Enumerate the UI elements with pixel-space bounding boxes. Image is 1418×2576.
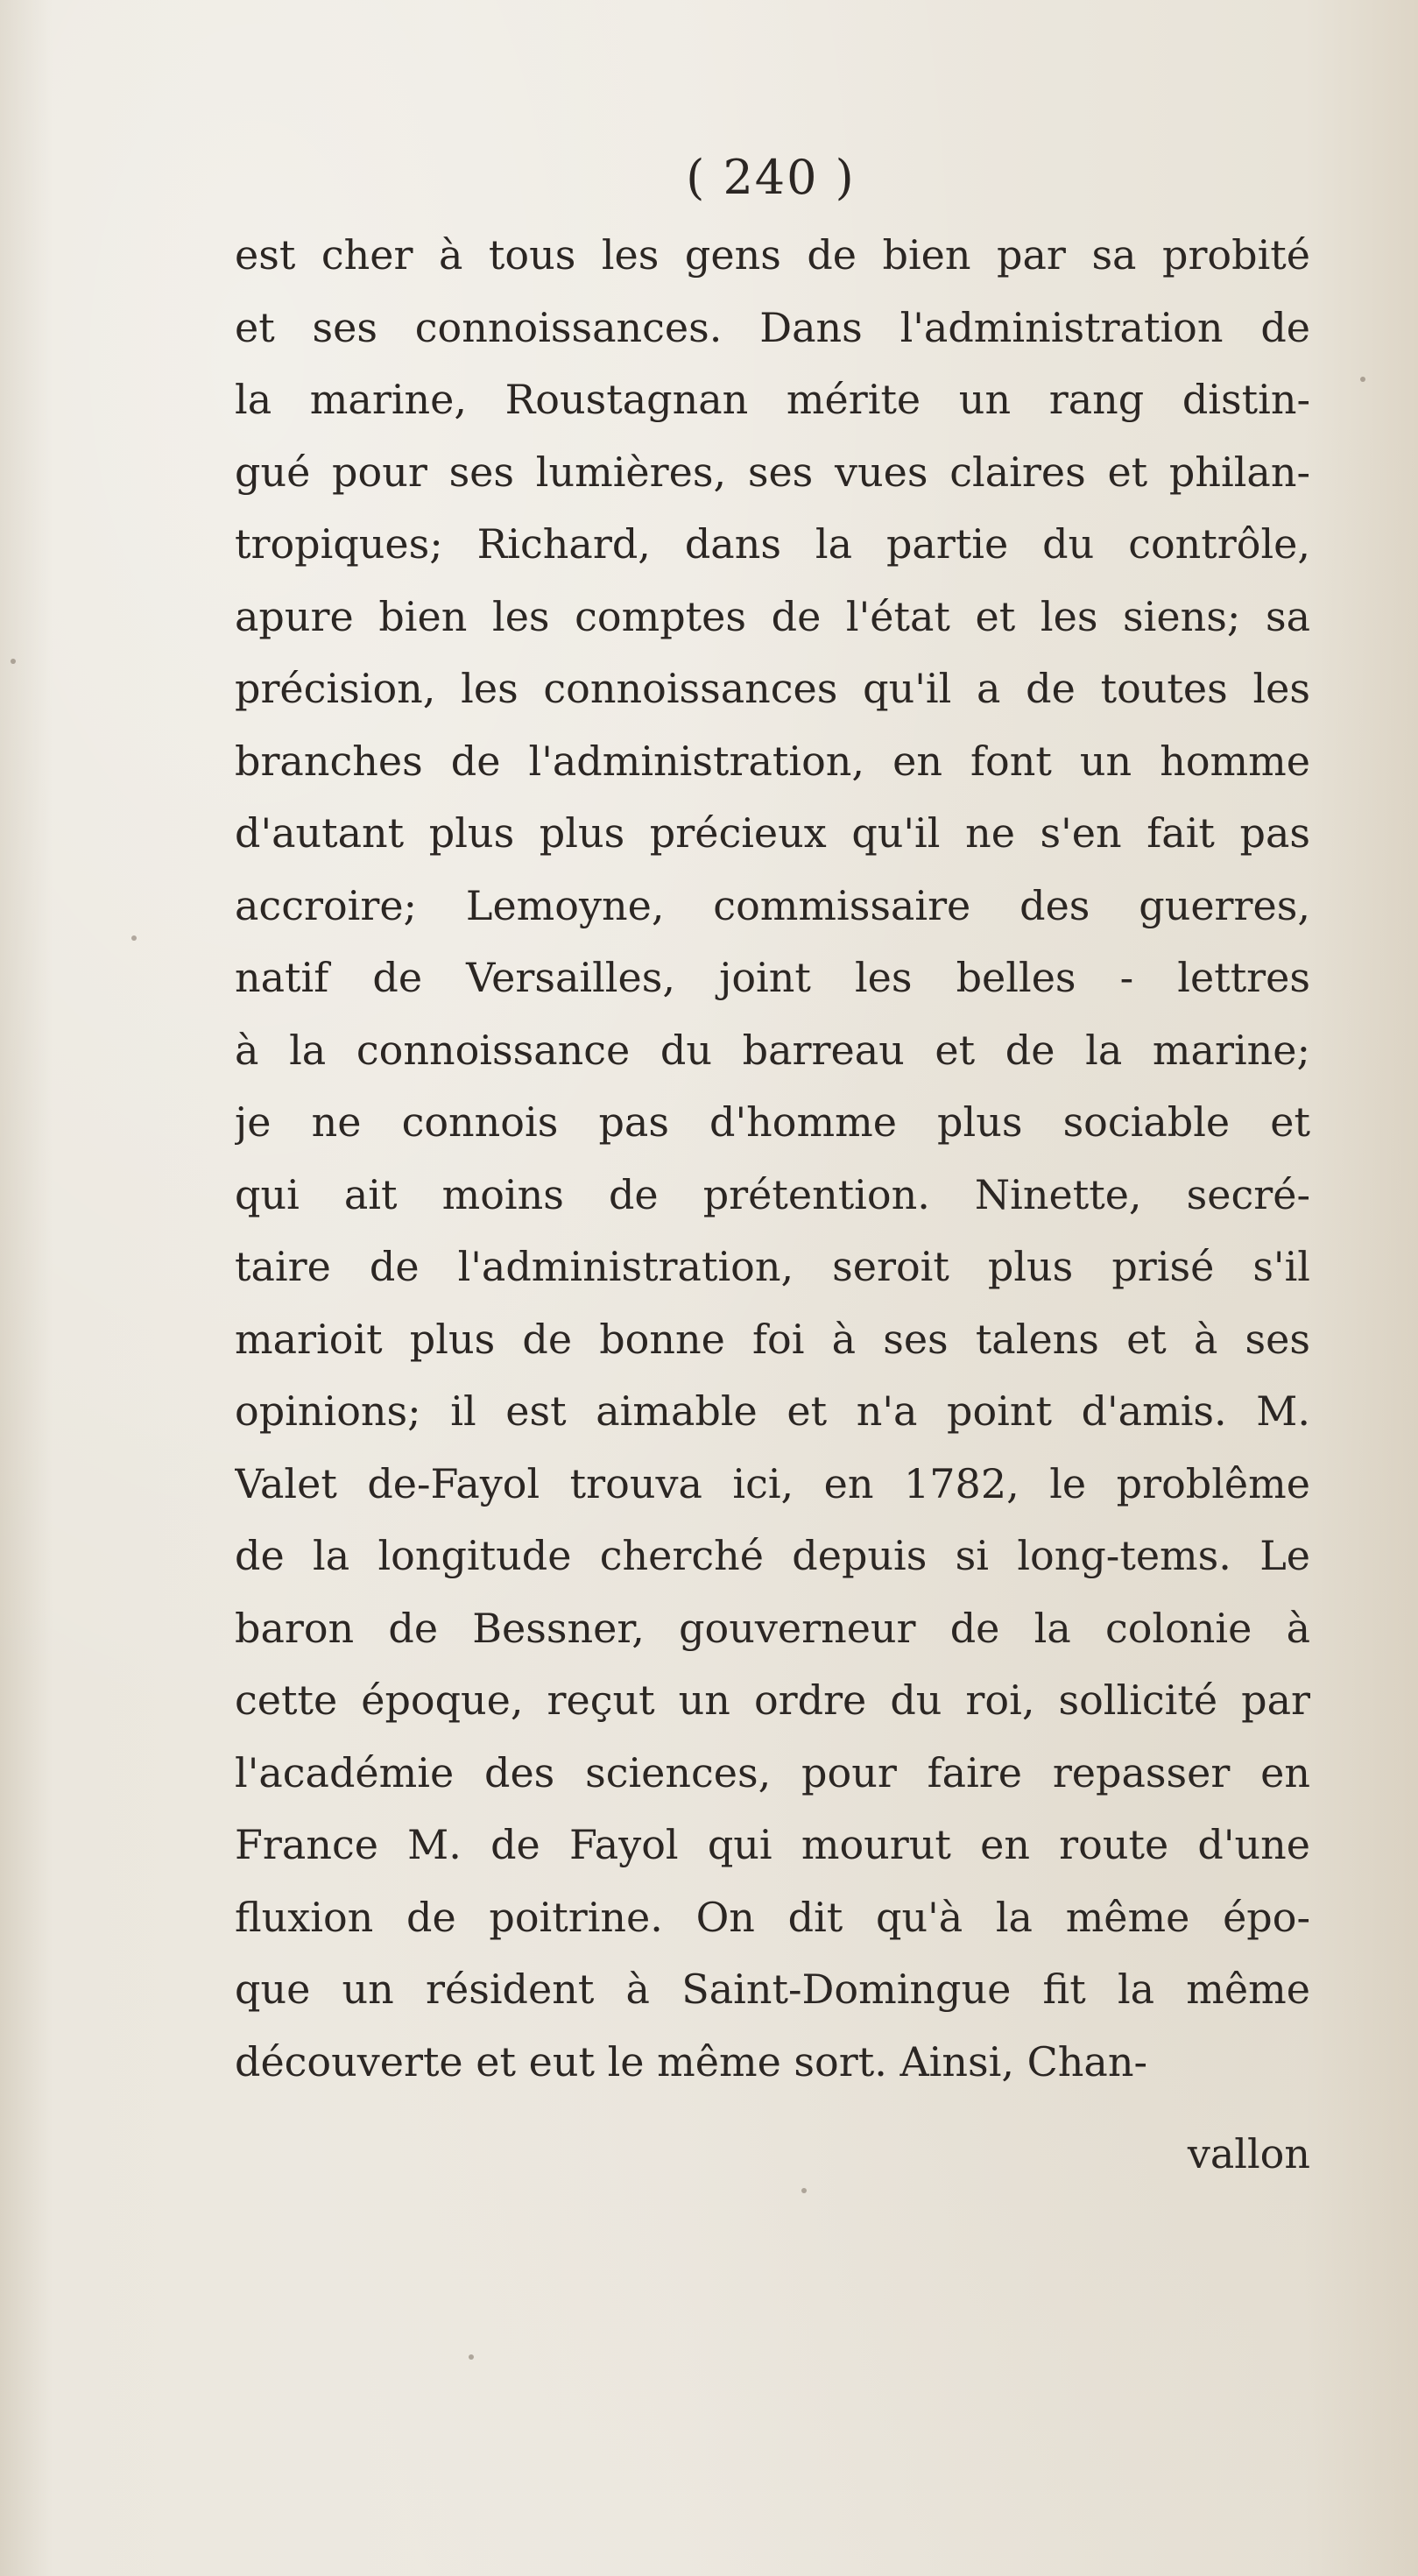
text-line: marioit plus de bonne foi à ses talens et à ses bbox=[235, 1315, 1310, 1363]
text-line: je ne connois pas d'homme plus sociable et bbox=[235, 1098, 1310, 1146]
text-line: baron de Bessner, gouverneur de la colonie à bbox=[235, 1604, 1310, 1652]
page-body-text bbox=[235, 219, 1310, 2098]
text-line: d'autant plus plus précieux qu'il ne s'en fait pas bbox=[235, 809, 1310, 857]
text-line: que un résident à Saint-Domingue fit la même bbox=[235, 1966, 1310, 2013]
text-line: branches de l'administration, en font un homme bbox=[235, 737, 1310, 785]
text-line: à la connoissance du barreau et de la marine; bbox=[235, 1026, 1310, 1074]
page-number-header: ( 240 ) bbox=[686, 150, 856, 205]
paper-speck bbox=[131, 935, 137, 941]
text-line: découverte et eut le même sort. Ainsi, Chan- bbox=[235, 2037, 1147, 2086]
text-line: taire de l'administration, seroit plus prisé s'il bbox=[235, 1243, 1310, 1290]
paper-speck bbox=[1360, 377, 1365, 382]
text-line: opinions; il est aimable et n'a point d'amis. M. bbox=[235, 1387, 1310, 1435]
text-line: de la longitude cherché depuis si long-tems. Le bbox=[235, 1532, 1310, 1579]
text-line: est cher à tous les gens de bien par sa probité bbox=[235, 231, 1310, 279]
text-line: France M. de Fayol qui mourut en route d'une bbox=[235, 1821, 1310, 1868]
catchword: vallon bbox=[1187, 2130, 1310, 2177]
paper-speck bbox=[801, 2188, 807, 2193]
text-line: l'académie des sciences, pour faire repasser en bbox=[235, 1748, 1310, 1796]
paper-speck bbox=[469, 2354, 474, 2360]
text-line: Valet de-Fayol trouva ici, en 1782, le problême bbox=[235, 1459, 1310, 1507]
text-line: la marine, Roustagnan mérite un rang distin- bbox=[235, 376, 1310, 423]
text-line: gué pour ses lumières, ses vues claires et philan- bbox=[235, 448, 1310, 496]
text-line: apure bien les comptes de l'état et les siens; sa bbox=[235, 592, 1310, 640]
text-line: cette époque, reçut un ordre du roi, sollicité par bbox=[235, 1676, 1310, 1724]
text-line: fluxion de poitrine. On dit qu'à la même épo- bbox=[235, 1893, 1310, 1941]
text-line: et ses connoissances. Dans l'administration de bbox=[235, 303, 1310, 351]
paper-speck bbox=[11, 659, 16, 664]
text-line: tropiques; Richard, dans la partie du contrôle, bbox=[235, 520, 1310, 568]
text-line: qui ait moins de prétention. Ninette, secré- bbox=[235, 1170, 1310, 1218]
text-line: précision, les connoissances qu'il a de toutes les bbox=[235, 665, 1310, 712]
text-line: accroire; Lemoyne, commissaire des guerres, bbox=[235, 881, 1310, 929]
text-line: natif de Versailles, joint les belles - lettres bbox=[235, 954, 1310, 1001]
